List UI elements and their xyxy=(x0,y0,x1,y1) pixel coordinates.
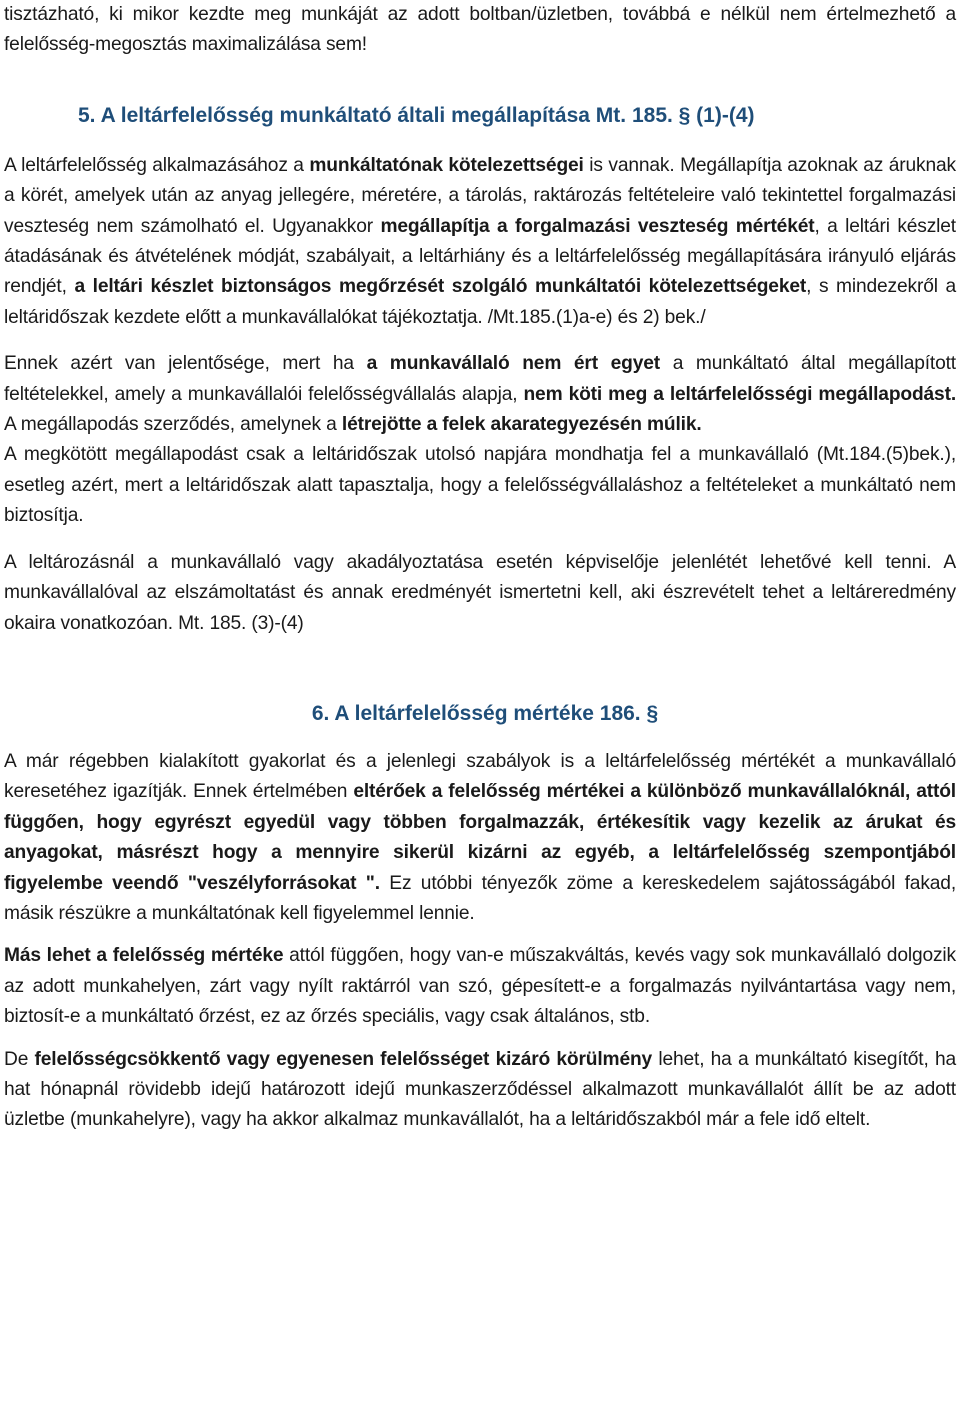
bold-run: nem köti meg a leltárfelelősségi megállapodást. xyxy=(523,383,957,405)
bold-run: a munkavállaló nem ért egyet xyxy=(366,353,661,375)
text-run: A megkötött megállapodást csak a leltáridőszak utolsó napjára mondhatja fel a munkavállaló (Mt.184.(5)bek.), esetleg azért, mert a leltáridőszak alatt tapasztalja, hogy a felelősségvállaláshoz a feltételeket a munkáltató nem biztosítja. xyxy=(4,444,956,527)
spacer xyxy=(4,333,956,349)
text-run: A leltározásnál a munkavállaló vagy akadályoztatása esetén képviselője jelenlétét lehetővé kell tenni. A munkavállalóval az elszámoltatást és annak eredményét ismertetni kell, aki észrevételt tehet a leltáreredmény okaira vonatkozóan. Mt. 185. (3)-(4) xyxy=(4,551,956,634)
bold-run: Más lehet a felelősség mértéke xyxy=(4,945,284,967)
section-5-paragraph-3 xyxy=(4,440,956,531)
text-run: Ennek azért van jelentősége, mert ha xyxy=(4,353,367,375)
section-5-paragraph-1 xyxy=(4,151,956,333)
text-run: a munkáltató által megállapított feltételekkel, amely a munkavállalói felelősségvállalás alapja, xyxy=(4,353,956,405)
text-run: Ez utóbbi tényezők zöme a kereskedelem sajátosságából fakad, másik részükre a munkáltatónak kell figyelemmel lennie. xyxy=(4,872,956,924)
bold-run: megállapítja a forgalmazási veszteség mértékét xyxy=(380,215,815,237)
bold-run: felelősségcsökkentő vagy egyenesen felelősséget kizáró körülmény xyxy=(34,1048,653,1070)
text-run: De xyxy=(4,1048,35,1070)
spacer xyxy=(4,639,956,699)
spacer xyxy=(4,929,956,941)
text-run: A leltárfelelősség alkalmazásához a xyxy=(4,154,310,176)
bold-run: a leltári készlet biztonságos megőrzését szolgáló munkáltatói kötelezettségeket xyxy=(74,276,807,298)
section-6-paragraph-3 xyxy=(4,1045,956,1136)
text-run: A megállapodás szerződés, amelynek a xyxy=(4,414,342,436)
text-run: A már régebben kialakított gyakorlat és a jelenlegi szabályok is a leltárfelelősség mértékét a munkavállaló keresetéhez igazítják. Ennek értelmében xyxy=(4,750,956,803)
intro-text: tisztázható, ki mikor kezdte meg munkáját az adott boltban/üzletben, továbbá e nélkül nem értelmezhető a felelősség-megosztás maximalizálása sem! xyxy=(4,4,956,56)
spacer xyxy=(4,532,956,548)
section-6-paragraph-1 xyxy=(4,747,956,929)
spacer xyxy=(4,1033,956,1045)
text-run: , s mindezekről a leltáridőszak kezdete előtt a munkavállalókat tájékoztatja. /Mt.185.(1)a-e) és 2) bek./ xyxy=(4,276,957,328)
text-run: , a leltári készlet átadásának és átvételének módját, szabályait, a leltárhiány és a leltárfelelősség megállapítására irányuló eljárás rendjét, xyxy=(4,215,956,298)
section-5-paragraph-4 xyxy=(4,548,956,639)
bold-run: létrejötte a felek akarategyezésén múlik. xyxy=(341,414,702,436)
bold-run: eltérőek a felelősség mértékei a különböző munkavállalóknál, attól függően, hogy egyrészt egyedül vagy többen forgalmazzák, értékesítik vagy kezelik az árukat és anyagokat, másrészt hogy a mennyire sikerül kizárni az egyéb, a leltárfelelősség szempontjából figyelembe veendő "veszélyforrásokat ". xyxy=(4,781,956,894)
text-run: lehet, ha a munkáltató kisegítőt, ha hat hónapnál rövidebb idejű határozott idejű munkaszerződéssel alkalmazott munkavállalót állít be az adott üzletbe (munkahelyre), vagy ha akkor alkalmaz munkavállalót, ha a leltáridőszakból már a fele idő eltelt. xyxy=(4,1048,956,1131)
section-6-heading: 6. A leltárfelelősség mértéke 186. § xyxy=(311,701,659,725)
bold-run: munkáltatónak kötelezettségei xyxy=(309,154,584,176)
section-5-paragraph-2 xyxy=(4,349,956,440)
section-5-heading: 5. A leltárfelelősség munkáltató általi megállapítása Mt. 185. § (1)-(4) xyxy=(78,103,755,127)
text-run: is vannak. Megállapítja azoknak az áruknak a körét, amelyek után az anyag jellegére, méretére, a tárolás, raktározás feltételeire való tekintettel forgalmazási veszteség nem számolható el. Ugyanakkor xyxy=(4,154,956,237)
section-6-paragraph-2 xyxy=(4,941,956,1032)
intro-paragraph xyxy=(4,0,956,61)
text-run: attól függően, hogy van-e műszakváltás, kevés vagy sok munkavállaló dolgozik az adott munkahelyen, zárt vagy nyílt raktárról van szó, gépesített-e a forgalmazás nyilvántartása vagy nem, biztosít-e a munkáltató őrzést, ez az őrzés speciális, vagy csak általános, stb. xyxy=(4,945,956,1028)
